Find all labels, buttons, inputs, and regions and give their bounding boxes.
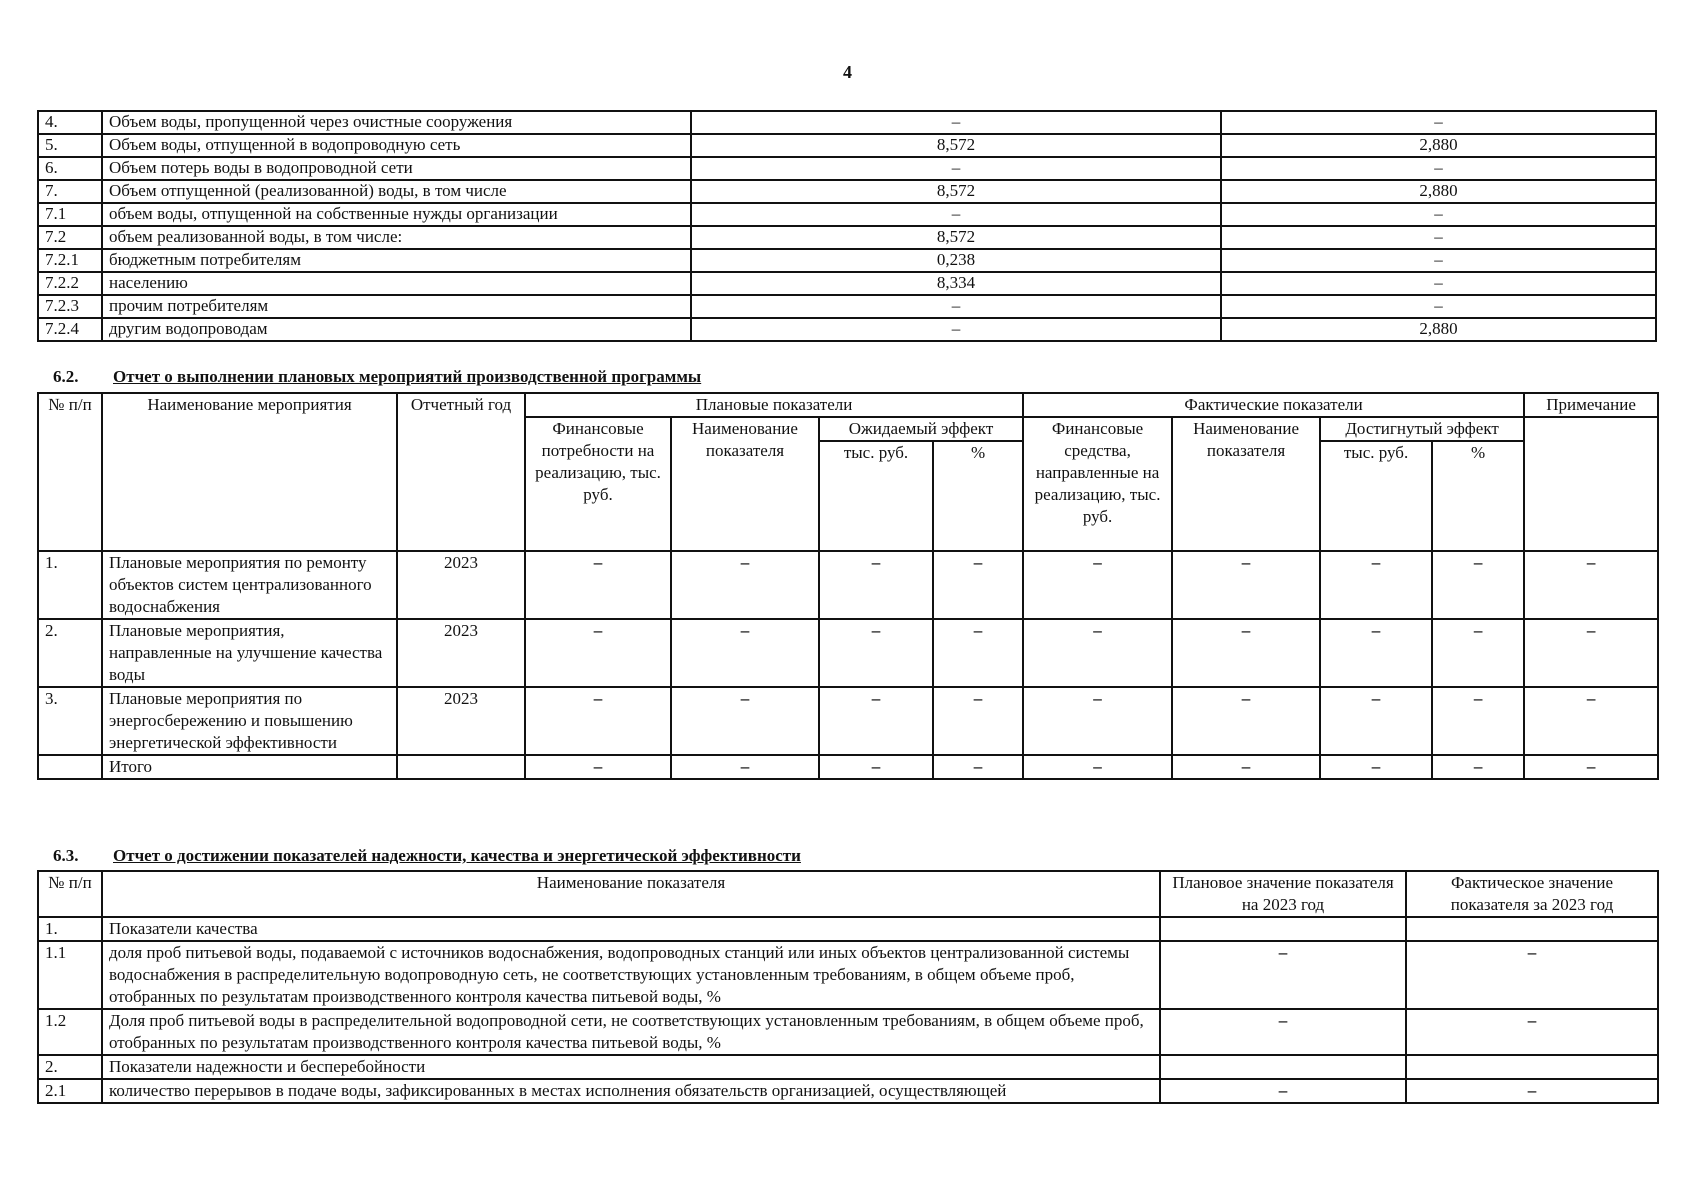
indicator-name: количество перерывов в подаче воды, зафиксированных в местах исполнения обязательств организацией, осуществляющей xyxy=(102,1079,1160,1103)
measure-number: 3. xyxy=(38,687,102,755)
row-number: 7.2 xyxy=(38,226,102,249)
section-title-text: Отчет о выполнении плановых мероприятий производственной программы xyxy=(113,367,702,386)
header-num: № п/п xyxy=(38,871,102,917)
row-name: объем воды, отпущенной на собственные нужды организации xyxy=(102,203,691,226)
row-name: Объем отпущенной (реализованной) воды, в том числе xyxy=(102,180,691,203)
row-value-2: – xyxy=(1221,111,1656,134)
table-row xyxy=(38,1055,1658,1079)
indicator-fact: – xyxy=(1406,1009,1658,1055)
measure-name: Плановые мероприятия по ремонту объектов систем централизованного водоснабжения xyxy=(102,551,397,619)
measure-value: – xyxy=(671,687,819,755)
table-row xyxy=(38,249,1656,272)
total-value: – xyxy=(933,755,1023,779)
indicator-plan: – xyxy=(1160,941,1406,1009)
row-name: прочим потребителям xyxy=(102,295,691,318)
indicator-plan xyxy=(1160,917,1406,941)
row-name: объем реализованной воды, в том числе: xyxy=(102,226,691,249)
table-row xyxy=(38,1079,1658,1103)
measure-value: – xyxy=(1432,551,1524,619)
header-expected-percent: % xyxy=(933,441,1023,551)
row-value-2: 2,880 xyxy=(1221,318,1656,341)
page-number: 4 xyxy=(843,62,852,82)
total-row xyxy=(38,755,1658,779)
header-measure-name: Наименование мероприятия xyxy=(102,393,397,551)
total-year-empty xyxy=(397,755,525,779)
measure-value: – xyxy=(671,551,819,619)
measure-value: – xyxy=(1432,619,1524,687)
row-value-2: 2,880 xyxy=(1221,134,1656,157)
measure-value: – xyxy=(1172,551,1320,619)
indicator-fact: – xyxy=(1406,941,1658,1009)
measure-value: – xyxy=(1023,687,1172,755)
total-value: – xyxy=(1432,755,1524,779)
measure-value: – xyxy=(1172,619,1320,687)
measure-value: – xyxy=(1023,619,1172,687)
row-name: Объем потерь воды в водопроводной сети xyxy=(102,157,691,180)
indicator-fact: – xyxy=(1406,1079,1658,1103)
water-volume-table xyxy=(37,110,1657,342)
table-row xyxy=(38,134,1656,157)
measure-value: – xyxy=(525,687,671,755)
row-number: 7.2.4 xyxy=(38,318,102,341)
total-value: – xyxy=(525,755,671,779)
row-value-2: – xyxy=(1221,226,1656,249)
measure-value: – xyxy=(525,619,671,687)
header-note-empty xyxy=(1524,417,1658,551)
row-number: 7. xyxy=(38,180,102,203)
row-number: 5. xyxy=(38,134,102,157)
total-number-empty xyxy=(38,755,102,779)
row-value-2: – xyxy=(1221,249,1656,272)
indicator-plan xyxy=(1160,1055,1406,1079)
header-fin-actual: Финансовые средства, направленные на реализацию, тыс. руб. xyxy=(1023,417,1172,551)
indicator-fact xyxy=(1406,1055,1658,1079)
total-value: – xyxy=(1172,755,1320,779)
table-row xyxy=(38,180,1656,203)
row-name: населению xyxy=(102,272,691,295)
table-row xyxy=(38,318,1656,341)
row-number: 7.2.2 xyxy=(38,272,102,295)
header-achieved: Достигнутый эффект xyxy=(1320,417,1524,441)
header-planned: Плановые показатели xyxy=(525,393,1023,417)
measure-value: – xyxy=(1172,687,1320,755)
row-value-1: 8,572 xyxy=(691,134,1221,157)
indicator-fact xyxy=(1406,917,1658,941)
table-row xyxy=(38,917,1658,941)
planned-measures-table xyxy=(37,392,1659,780)
header-indicator-name: Наименование показателя xyxy=(102,871,1160,917)
measure-value: – xyxy=(671,619,819,687)
measure-value: – xyxy=(1320,551,1432,619)
section-6-2-title xyxy=(53,367,701,387)
header-actual: Фактические показатели xyxy=(1023,393,1524,417)
table-row xyxy=(38,226,1656,249)
header-note: Примечание xyxy=(1524,393,1658,417)
table-row xyxy=(38,1009,1658,1055)
measure-number: 1. xyxy=(38,551,102,619)
indicator-number: 2.1 xyxy=(38,1079,102,1103)
measure-number: 2. xyxy=(38,619,102,687)
measure-value: – xyxy=(1524,619,1658,687)
header-achieved-percent: % xyxy=(1432,441,1524,551)
indicator-number: 2. xyxy=(38,1055,102,1079)
table-row xyxy=(38,619,1658,687)
section-title-text: Отчет о достижении показателей надежности, качества и энергетической эффективности xyxy=(113,846,801,865)
table-row xyxy=(38,111,1656,134)
row-value-1: 8,572 xyxy=(691,180,1221,203)
total-value: – xyxy=(1524,755,1658,779)
table-row xyxy=(38,157,1656,180)
row-number: 7.1 xyxy=(38,203,102,226)
row-value-1: 8,334 xyxy=(691,272,1221,295)
table-row xyxy=(38,687,1658,755)
row-value-2: – xyxy=(1221,272,1656,295)
row-number: 6. xyxy=(38,157,102,180)
row-name: другим водопроводам xyxy=(102,318,691,341)
indicator-name: Показатели качества xyxy=(102,917,1160,941)
measure-value: – xyxy=(1432,687,1524,755)
measure-value: – xyxy=(1524,551,1658,619)
indicator-name: Показатели надежности и бесперебойности xyxy=(102,1055,1160,1079)
row-value-2: 2,880 xyxy=(1221,180,1656,203)
measure-value: – xyxy=(819,551,933,619)
row-value-2: – xyxy=(1221,157,1656,180)
row-number: 7.2.3 xyxy=(38,295,102,318)
section-number: 6.3. xyxy=(53,846,79,865)
indicator-plan: – xyxy=(1160,1009,1406,1055)
indicator-name: Доля проб питьевой воды в распределительной водопроводной сети, не соответствующих установленным требованиям, в общем объеме проб, отобранных по результатам производственного контроля качества питьевой воды, % xyxy=(102,1009,1160,1055)
row-value-1: – xyxy=(691,295,1221,318)
header-fact-value: Фактическое значение показателя за 2023 год xyxy=(1406,871,1658,917)
row-value-1: 8,572 xyxy=(691,226,1221,249)
row-value-2: – xyxy=(1221,203,1656,226)
table-row xyxy=(38,295,1656,318)
row-value-2: – xyxy=(1221,295,1656,318)
indicator-number: 1. xyxy=(38,917,102,941)
measure-name: Плановые мероприятия, направленные на улучшение качества воды xyxy=(102,619,397,687)
measure-name: Плановые мероприятия по энергосбережению и повышению энергетической эффективности xyxy=(102,687,397,755)
header-plan-value: Плановое значение показателя на 2023 год xyxy=(1160,871,1406,917)
table-row xyxy=(38,551,1658,619)
measure-value: – xyxy=(933,687,1023,755)
measure-value: – xyxy=(1320,687,1432,755)
total-value: – xyxy=(819,755,933,779)
measure-value: – xyxy=(819,619,933,687)
table-row xyxy=(38,941,1658,1009)
total-value: – xyxy=(671,755,819,779)
header-expected-rub: тыс. руб. xyxy=(819,441,933,551)
measure-value: – xyxy=(933,619,1023,687)
header-ind-name-2: Наименование показателя xyxy=(1172,417,1320,551)
measure-value: – xyxy=(1023,551,1172,619)
row-number: 4. xyxy=(38,111,102,134)
row-name: Объем воды, пропущенной через очистные сооружения xyxy=(102,111,691,134)
section-number: 6.2. xyxy=(53,367,79,386)
measure-year: 2023 xyxy=(397,687,525,755)
row-value-1: – xyxy=(691,157,1221,180)
indicator-plan: – xyxy=(1160,1079,1406,1103)
measure-value: – xyxy=(1524,687,1658,755)
measure-value: – xyxy=(525,551,671,619)
row-value-1: – xyxy=(691,203,1221,226)
indicators-table xyxy=(37,870,1659,1104)
measure-year: 2023 xyxy=(397,551,525,619)
header-expected: Ожидаемый эффект xyxy=(819,417,1023,441)
indicator-number: 1.1 xyxy=(38,941,102,1009)
indicator-number: 1.2 xyxy=(38,1009,102,1055)
section-6-3-title xyxy=(53,846,801,866)
header-year: Отчетный год xyxy=(397,393,525,551)
total-value: – xyxy=(1320,755,1432,779)
measure-value: – xyxy=(933,551,1023,619)
header-fin-need: Финансовые потребности на реализацию, тыс. руб. xyxy=(525,417,671,551)
row-name: бюджетным потребителям xyxy=(102,249,691,272)
measure-year: 2023 xyxy=(397,619,525,687)
header-ind-name: Наименование показателя xyxy=(671,417,819,551)
measure-value: – xyxy=(1320,619,1432,687)
total-label: Итого xyxy=(102,755,397,779)
measure-value: – xyxy=(819,687,933,755)
row-name: Объем воды, отпущенной в водопроводную сеть xyxy=(102,134,691,157)
table-row xyxy=(38,203,1656,226)
table-row xyxy=(38,272,1656,295)
row-number: 7.2.1 xyxy=(38,249,102,272)
row-value-1: – xyxy=(691,111,1221,134)
row-value-1: 0,238 xyxy=(691,249,1221,272)
indicator-name: доля проб питьевой воды, подаваемой с источников водоснабжения, водопроводных станций или иных объектов централизованной системы водоснабжения в распределительную водопроводную сеть, не соответствующих установленным требованиям, в общем объеме проб, отобранных по результатам производственного контроля качества питьевой воды, % xyxy=(102,941,1160,1009)
total-value: – xyxy=(1023,755,1172,779)
header-achieved-rub: тыс. руб. xyxy=(1320,441,1432,551)
row-value-1: – xyxy=(691,318,1221,341)
header-num: № п/п xyxy=(38,393,102,551)
